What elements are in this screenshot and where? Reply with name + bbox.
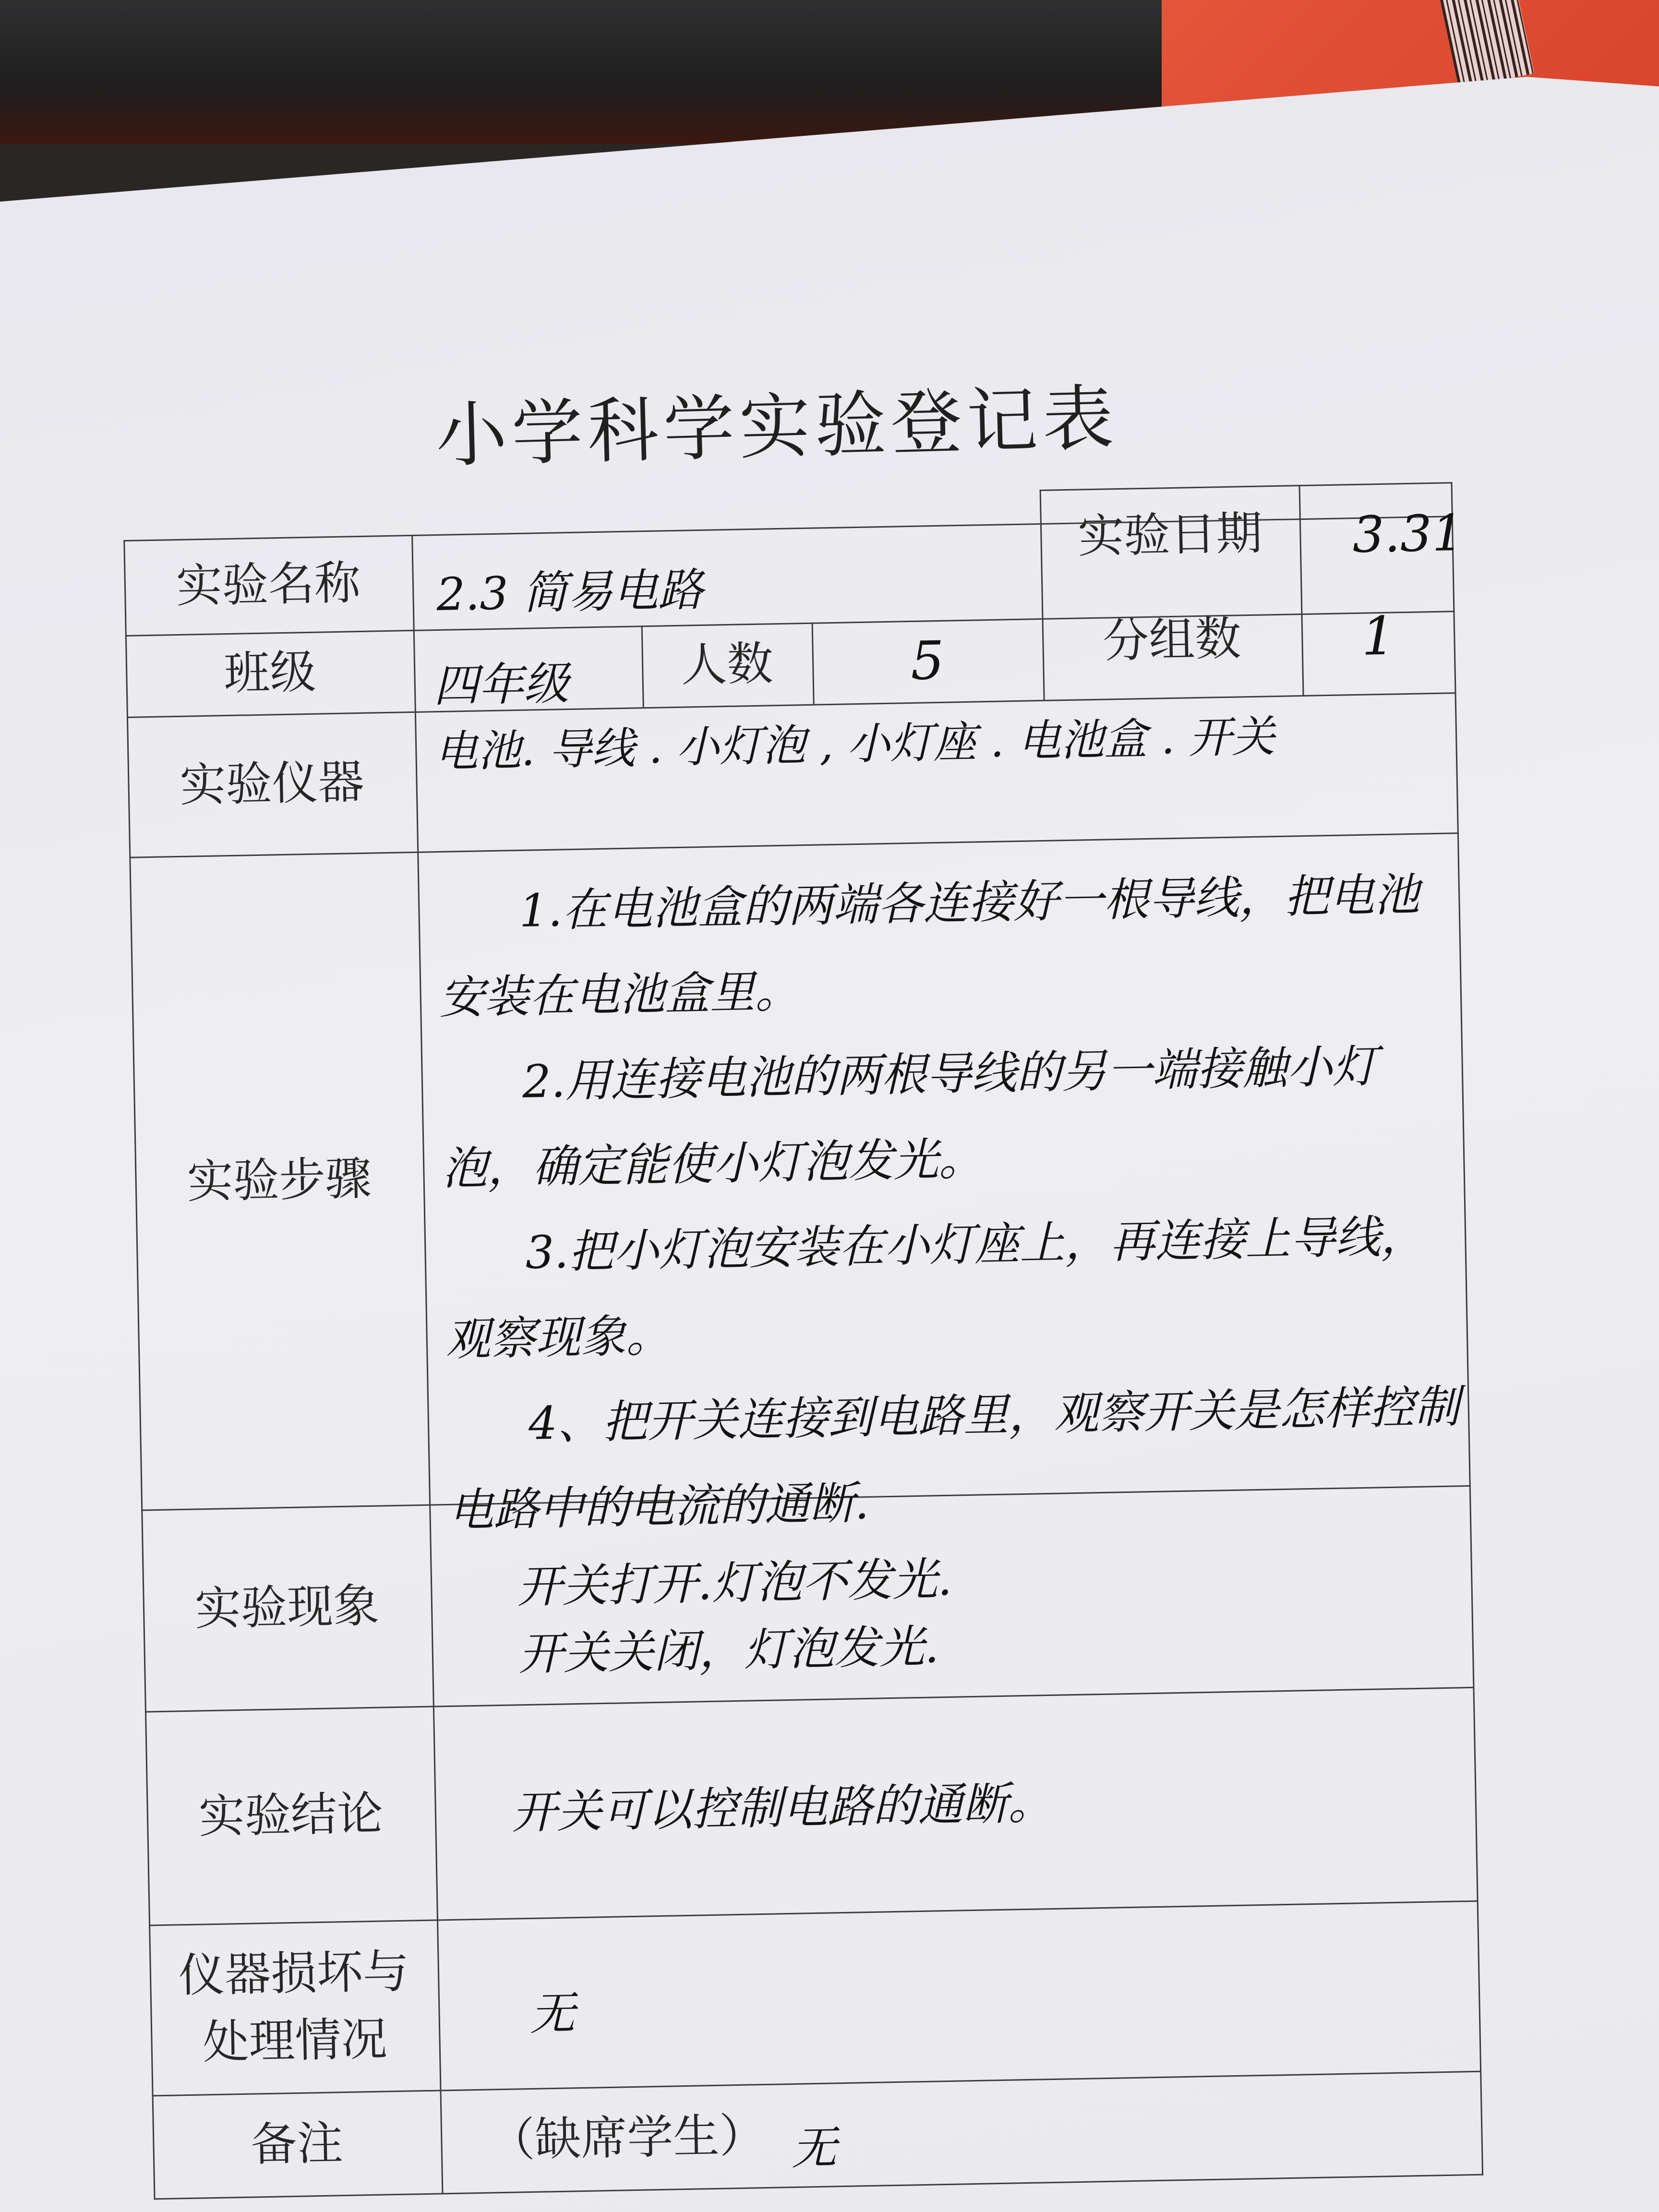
steps-label: 实验步骤 [186,1152,372,1209]
people-count-value: 5 [910,629,945,692]
step-2: 2.用连接电池的两根导线的另一端接触小灯泡，确定能使小灯泡发光。 [442,1040,1378,1196]
remarks-label: 备注 [250,2116,344,2172]
damage-label-line-2: 处理情况 [202,2011,388,2069]
group-count-value: 1 [1361,605,1396,667]
damage-value: 无 [529,1987,576,2041]
damage-label [149,1920,440,2095]
absent-students-value: 无 [791,2122,837,2176]
instruments-label: 实验仪器 [179,755,365,813]
conclusion-value: 开关可以控制电路的通断。 [511,1777,1054,1839]
step-4: 4、把开关连接到电路里，观察开关是怎样控制电路中的电流的通断. [448,1381,1460,1537]
experiment-name-value: 2.3 简易电路 [436,564,704,622]
conclusion-label: 实验结论 [198,1786,384,1844]
form-title: 小学科学实验登记表 [434,376,1119,477]
experiment-date-label: 实验日期 [1077,506,1263,564]
damage-label-line-1: 仪器损坏与 [178,1944,409,2003]
experiment-date-value: 3.31 [1352,503,1465,565]
instruments-value: 电池. 导线 . 小灯泡 , 小灯座 . 电池盒 . 开关 [434,711,1275,778]
phenomenon-line-2: 开关关闭，灯泡发光. [517,1621,939,1681]
absent-students-label: （缺席学生） [488,2108,766,2167]
registration-table [122,458,1483,2200]
experiment-name-label: 实验名称 [175,556,361,613]
group-count-label: 分组数 [1102,612,1242,669]
class-value: 四年级 [433,658,569,713]
step-3: 3.把小灯泡安装在小灯座上，再连接上导线，观察现象。 [445,1210,1426,1366]
step-1: 1.在电池盒的两端各连接好一根导线，把电池安装在电池盒里。 [438,868,1420,1025]
phenomenon-label: 实验现象 [194,1579,380,1636]
people-count-label: 人数 [680,637,774,693]
class-label: 班级 [223,645,317,701]
phenomenon-line-1: 开关打开.灯泡不发光. [517,1553,952,1614]
